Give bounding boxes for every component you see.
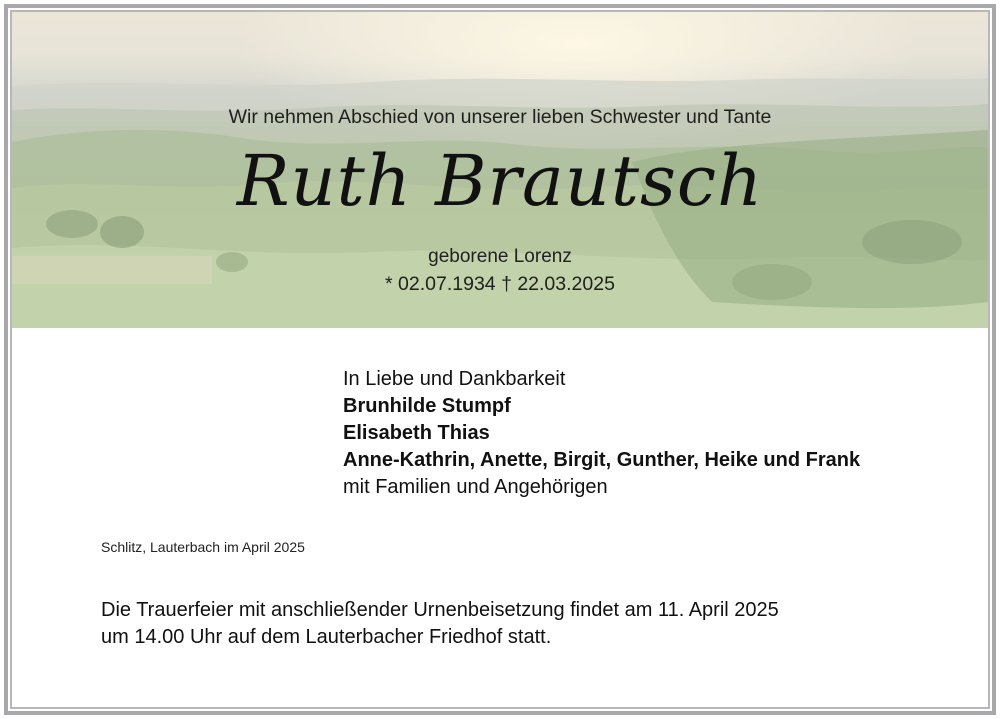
mourners-opening: In Liebe und Dankbarkeit — [343, 368, 566, 390]
service-line-2: um 14.00 Uhr auf dem Lauterbacher Friedhof statt. — [101, 626, 552, 648]
service-info — [101, 597, 779, 651]
life-dates: * 02.07.1934 † 22.03.2025 — [385, 273, 615, 295]
mourners-block — [343, 366, 860, 501]
birth-name: geborene Lorenz — [428, 246, 572, 267]
service-line-1: Die Trauerfeier mit anschließender Urnenbeisetzung findet am 11. April 2025 — [101, 599, 779, 621]
banner-text — [12, 12, 988, 328]
notice-card — [10, 10, 990, 709]
mourner-name: Elisabeth Thias — [343, 422, 490, 444]
deceased-name: Ruth Brautsch — [236, 140, 764, 222]
mourner-name: Brunhilde Stumpf — [343, 395, 511, 417]
mourner-name: Anne-Kathrin, Anette, Birgit, Gunther, Heike und Frank — [343, 449, 861, 471]
landscape-banner — [12, 12, 988, 328]
mourners-closing: mit Familien und Angehörigen — [343, 476, 608, 498]
place-date: Schlitz, Lauterbach im April 2025 — [101, 539, 305, 555]
intro-text: Wir nehmen Abschied von unserer lieben Schwester und Tante — [228, 106, 772, 128]
